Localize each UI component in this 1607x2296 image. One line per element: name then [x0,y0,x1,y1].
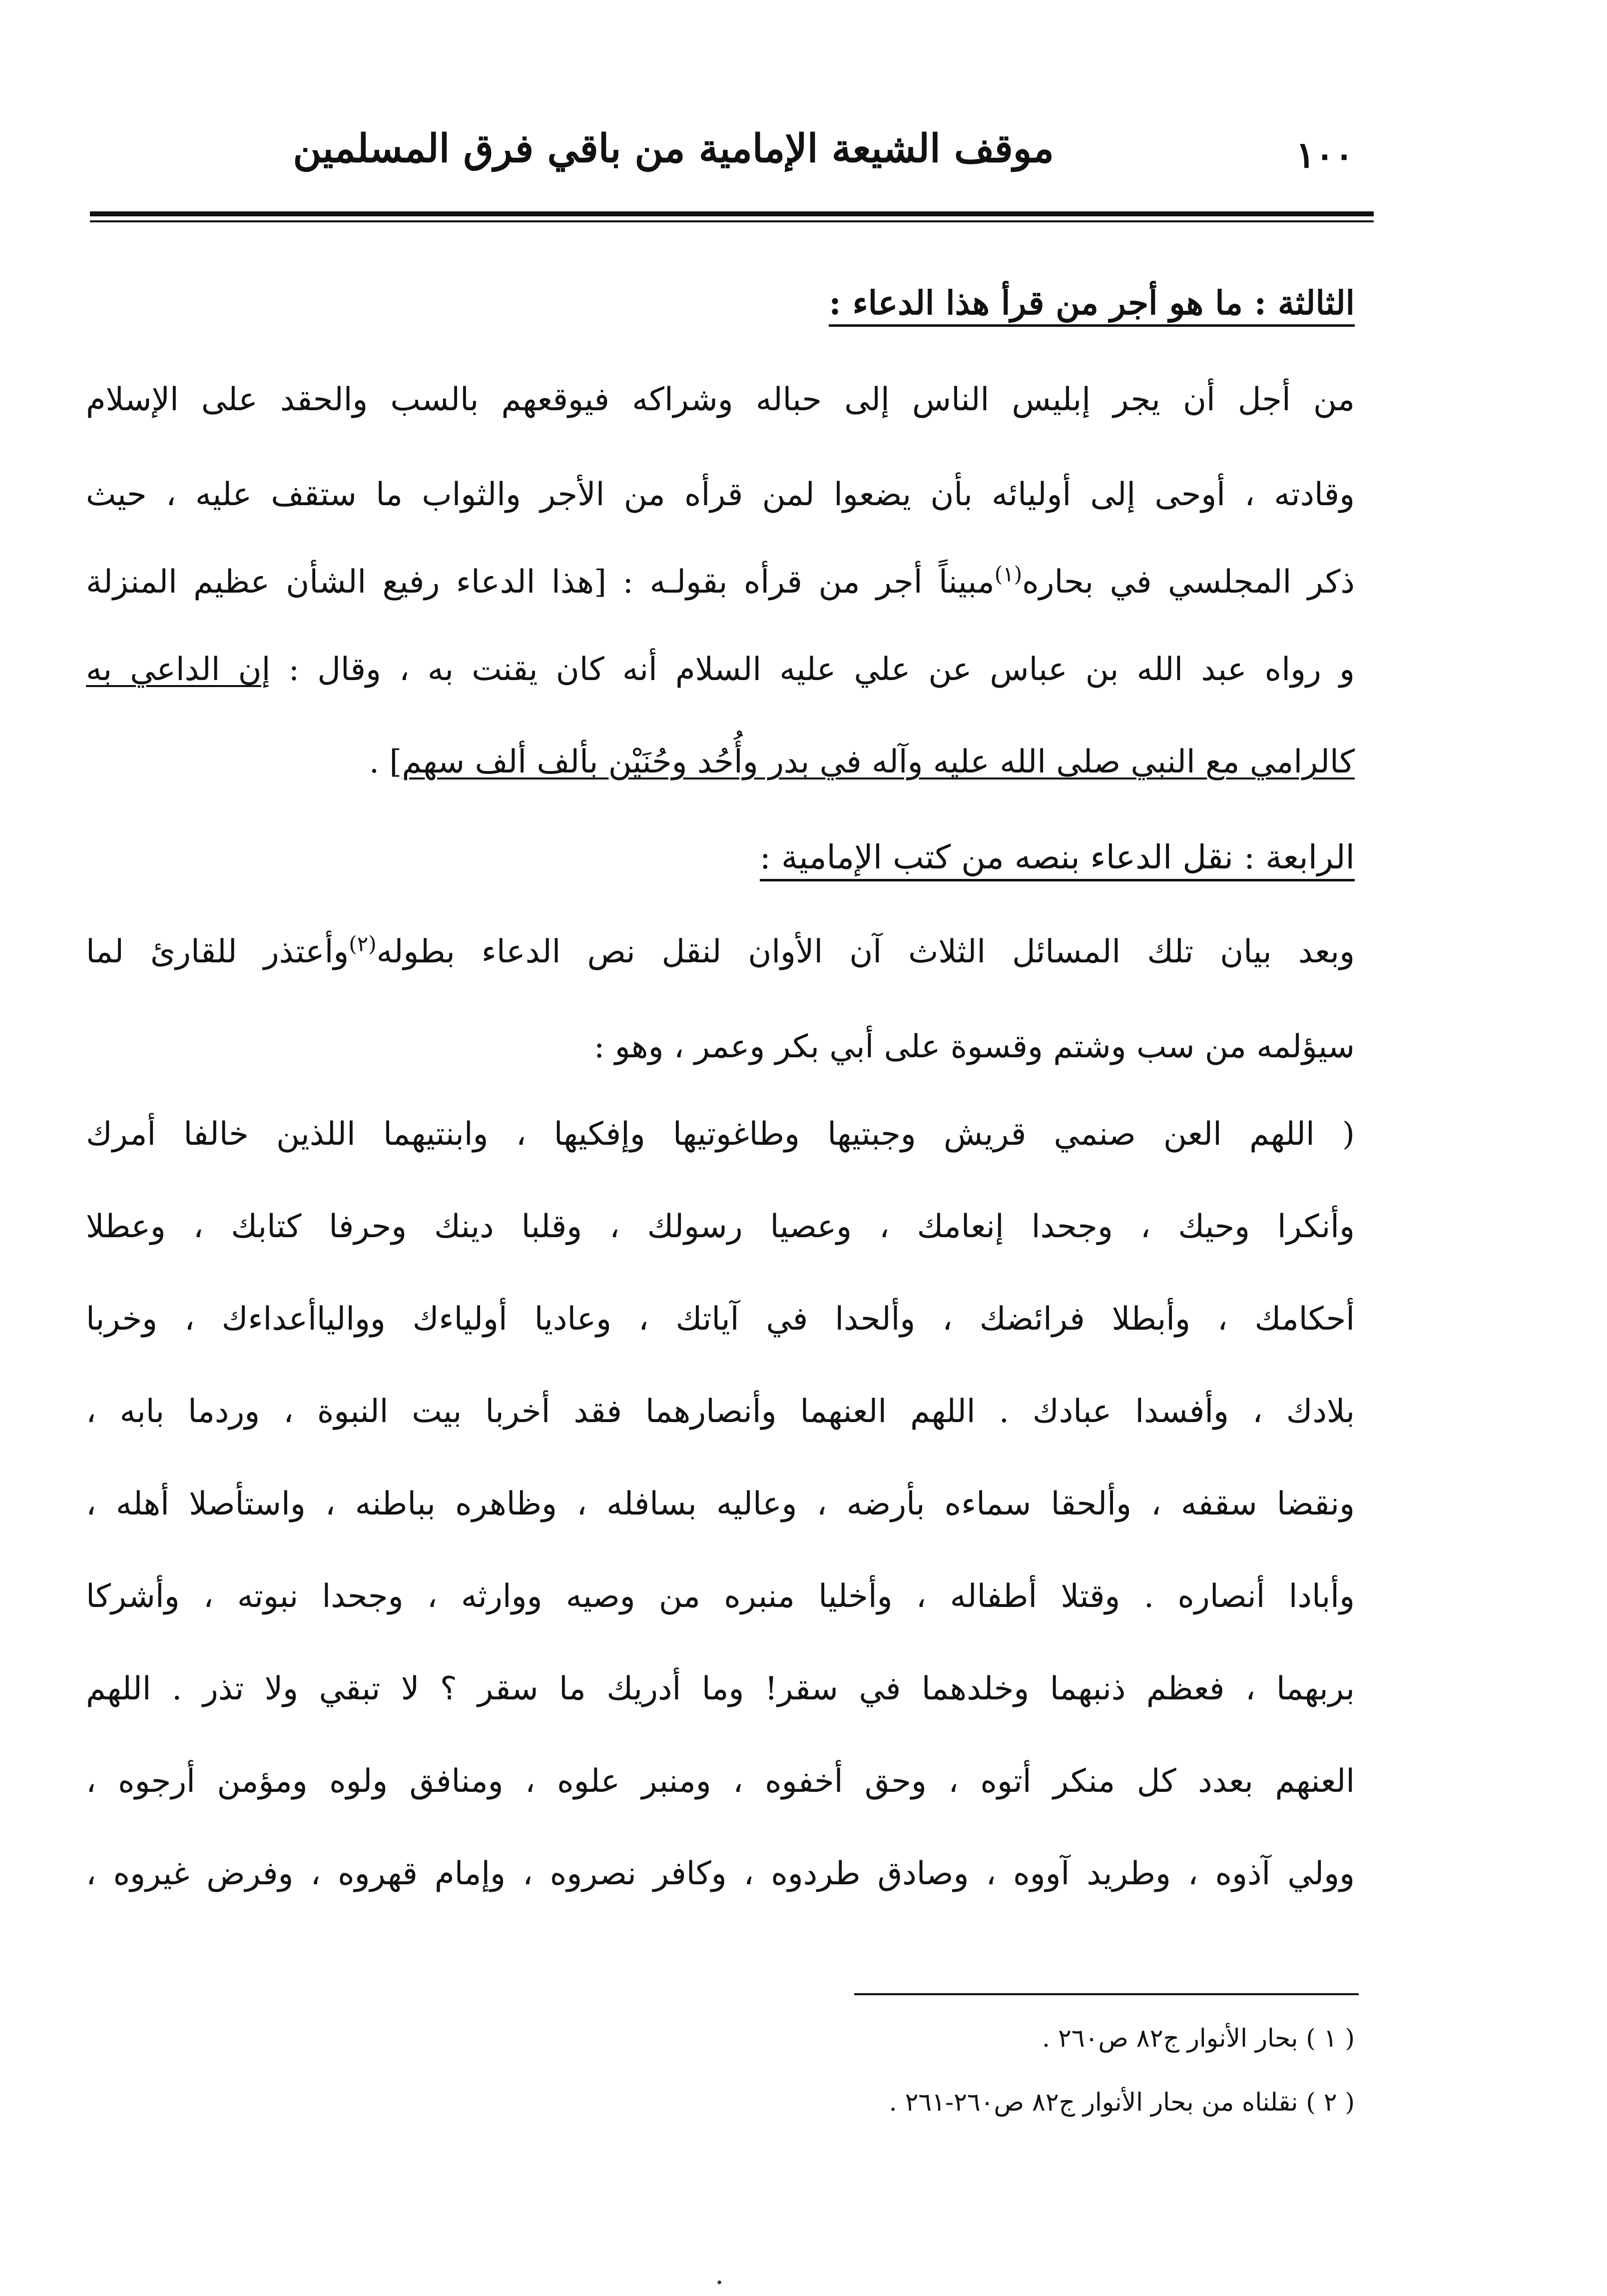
body-line [86,652,1355,687]
running-title: موقف الشيعة الإمامية من باقي فرق المسلمين [293,126,1054,171]
footnote-marker-2: (٢) [349,931,377,956]
underlined-text: إن الداعي به [86,651,271,688]
page-header [90,116,1374,186]
scan-artifact-mark: · [716,2271,723,2295]
page-number: ١٠٠ [1295,133,1354,176]
section-heading-third: الثالثة : ما هو أجر من قرأ هذا الدعاء : [829,285,1355,327]
prayer-line: ونقضا سقفه ، وألحقا سماءه بأرضه ، وعاليه بسافله ، وظاهره بباطنه ، واستأصلا أهله ، [86,1486,1355,1523]
prayer-line: وولي آذوه ، وطريد آووه ، وصادق طردوه ، وكافر نصروه ، وإمام قهروه ، وفرض غيروه ، [86,1855,1355,1892]
body-line [86,931,1355,970]
body-text-segment: وبعد بيان تلك المسائل الثلاث آن الأوان لنقل نص الدعاء بطوله [376,933,1355,970]
body-line [86,562,1355,601]
footnote-marker-1: (١) [994,562,1023,587]
body-text-segment: مبيناً أجر من قرأه بقولـه : [هذا الدعاء رفيع الشأن عظيم المنزلة [86,564,995,601]
footnote-separator [854,1993,1359,1995]
underlined-text: كالرامي مع النبي صلى الله عليه وآله في بدر وأُحُد وحُنَيْن بألف ألف سهم [402,744,1355,780]
prayer-line: وأبادا أنصاره . وقتلا أطفاله ، وأخليا منبره من وصيه ووارثه ، وجحدا نبوته ، وأشركا [86,1578,1355,1615]
body-line: سيؤلمه من سب وشتم وقسوة على أبي بكر وعمر ، وهو : [593,1028,1355,1065]
footnote-1: ( ١ ) بحار الأنوار ج٨٢ ص٢٦٠ . [1042,2024,1355,2053]
body-line [86,745,1355,779]
header-rule-thin [90,220,1374,222]
body-line: وقادته ، أوحى إلى أوليائه بأن يضعوا لمن قرأه من الأجر والثواب ما ستقف عليه ، حيث [86,476,1355,513]
footnote-2: ( ٢ ) نقلناه من بحار الأنوار ج٨٢ ص٢٦٠-٢٦١ . [889,2088,1355,2117]
prayer-line: العنهم بعدد كل منكر أتوه ، وحق أخفوه ، ومنبر علوه ، ومنافق ولوه ومؤمن أرجوه ، [86,1763,1355,1800]
header-rule-thick [90,211,1374,216]
prayer-line: بربهما ، فعظم ذنبهما وخلدهما في سقر! وما أدريك ما سقر ؟ لا تبقي ولا تذر . اللهم [86,1670,1355,1707]
prayer-line: وأنكرا وحيك ، وجحدا إنعامك ، وعصيا رسولك ، وقلبا دينك وحرفا كتابك ، وعطلا [86,1208,1355,1245]
body-text-segment: وأعتذر للقارئ لما [86,933,349,970]
prayer-line: ( اللهم العن صنمي قريش وجبتيها وطاغوتيها وإفكيها ، وابنتيهما اللذين خالفا أمرك [86,1116,1355,1153]
prayer-line: أحكامك ، وأبطلا فرائضك ، وألحدا في آياتك ، وعاديا أولياءك ووالياأعداءك ، وخربا [86,1301,1355,1338]
body-text-segment: ] . [369,744,402,780]
section-heading-fourth: الرابعة : نقل الدعاء بنصه من كتب الإمامية : [760,839,1355,881]
body-text-segment: و رواه عبد الله بن عباس عن علي عليه السلام أنه كان يقنت به ، وقال : [288,651,1355,688]
prayer-line: بلادك ، وأفسدا عبادك . اللهم العنهما وأنصارهما فقد أخربا بيت النبوة ، وردما بابه ، [86,1393,1355,1430]
body-line: من أجل أن يجر إبليس الناس إلى حباله وشراكه فيوقعهم بالسب والحقد على الإسلام [86,381,1355,418]
body-text-segment: ذكر المجلسي في بحاره [1022,564,1355,601]
